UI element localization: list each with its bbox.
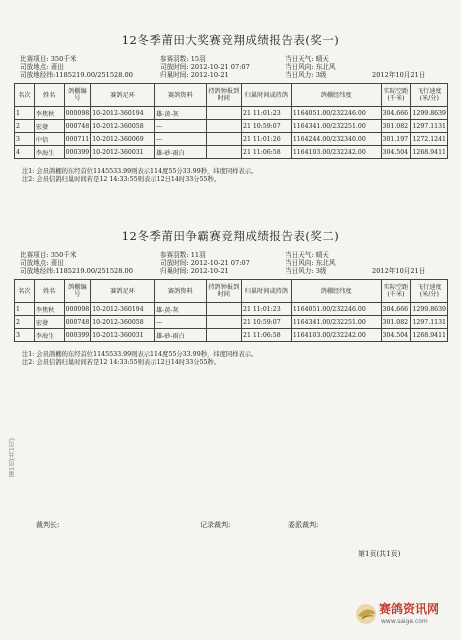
report2-date: 2012年10月21日 — [372, 267, 426, 275]
release-time: 司放时间: 2012-10-21 07:07 — [160, 63, 250, 71]
header-coords: 鸽棚经纬度 — [291, 84, 381, 107]
cell-loft: 000748 — [64, 316, 91, 329]
note-2: 注2: 会员信鸽归巢时间若是12 14:33:55则表示12日14时33分55秒。 — [22, 359, 221, 366]
entry-count: 参赛羽数: 15羽 — [160, 55, 206, 63]
cell-loft: 000399 — [64, 329, 91, 342]
cell-arrival: 21 11:01:23 — [242, 303, 292, 316]
wind-force: 当日风力: 3级 — [285, 71, 327, 79]
race-distance: 比赛项目: 350千米 — [20, 55, 77, 63]
cell-ring: 10-2012-360031 — [91, 146, 155, 159]
cell-arrival: 21 11:01:26 — [242, 133, 292, 146]
header-rank: 名次 — [15, 280, 35, 303]
note-1: 注1: 会员鸽棚的东经首位1145533.99则表示114度55分33.99秒，纬度同样表示。 — [22, 168, 258, 175]
cell-distance: 301.082 — [381, 316, 411, 329]
header-distance: 实际空距(千米) — [381, 84, 411, 107]
cell-clock — [206, 133, 241, 146]
report1-date: 2012年10月21日 — [372, 71, 426, 79]
cell-name: 李焦秋 — [34, 303, 64, 316]
release-place: 司放地点: 莆田 — [20, 259, 64, 267]
report1-title: 12冬季莆田大奖赛竞翔成绩报告表(奖一) — [121, 33, 340, 47]
note-2: 注2: 会员信鸽归巢时间若是12 14:33:55则表示12日14时33分55秒。 — [22, 176, 221, 183]
cell-coords: 1164103.00/232242.00 — [291, 146, 381, 159]
cell-distance: 304.504 — [381, 329, 411, 342]
report1-table — [14, 83, 448, 159]
cell-name: 中信 — [34, 133, 64, 146]
recorder-signature: 记录裁判: — [200, 521, 231, 529]
header-name: 姓名 — [34, 280, 64, 303]
cell-coords: 1164341.00/232251.00 — [291, 316, 381, 329]
header-name: 姓名 — [34, 84, 64, 107]
report1-notes — [22, 168, 257, 184]
release-coords: 司放地经纬:1185219.00/251528.00 — [20, 71, 133, 79]
race-distance: 比赛项目: 350千米 — [20, 251, 77, 259]
cell-speed: 1272.1241 — [411, 133, 448, 146]
table-header-row — [15, 84, 448, 107]
table-row — [15, 107, 448, 120]
weather: 当日天气: 晴天 — [285, 251, 329, 259]
table-header-row — [15, 280, 448, 303]
table-row — [15, 303, 448, 316]
cell-clock — [206, 316, 241, 329]
cell-ring: 10-2012-360194 — [91, 107, 155, 120]
table-row — [15, 329, 448, 342]
cell-rank: 4 — [15, 146, 35, 159]
watermark-url: www.saige.com — [381, 618, 428, 625]
cell-arrival: 21 10:59:07 — [242, 316, 292, 329]
cell-loft: 000399 — [64, 146, 91, 159]
page-number: 第1页(共1页) — [358, 550, 401, 558]
cell-clock — [206, 120, 241, 133]
cell-name: 李海生 — [34, 146, 64, 159]
cell-speed: 1268.9411 — [411, 329, 448, 342]
table-row — [15, 133, 448, 146]
cell-info: --- — [155, 133, 207, 146]
watermark-text: 赛鸽资讯网 — [379, 602, 440, 616]
cell-clock — [206, 329, 241, 342]
report2-right-meta — [285, 251, 335, 275]
cell-info: --- — [155, 316, 207, 329]
report2-notes — [22, 351, 257, 367]
cell-rank: 2 — [15, 316, 35, 329]
cell-speed: 1268.9411 — [411, 146, 448, 159]
note-1: 注1: 会员鸽棚的东经首位1145533.99则表示114度55分33.99秒，纬度同样表示。 — [22, 351, 258, 358]
cell-arrival: 21 11:06:58 — [242, 146, 292, 159]
referee-signature: 裁判长: — [36, 521, 60, 529]
cell-loft: 000098 — [64, 303, 91, 316]
wind-direction: 当日风向: 东北风 — [285, 259, 336, 267]
cell-speed: 1297.1131 — [411, 316, 448, 329]
return-date: 归巢时间: 2012-10-21 — [160, 267, 229, 275]
cell-distance: 304.666 — [381, 303, 411, 316]
cell-coords: 1164051.00/232246.00 — [291, 107, 381, 120]
side-page-label: 第1页(共1页) — [8, 438, 16, 478]
cell-distance: 304.666 — [381, 107, 411, 120]
header-bird-info: 赛鸽资料 — [155, 84, 207, 107]
entry-count: 参赛羽数: 11羽 — [160, 251, 206, 259]
header-speed: 飞行速度(米/分) — [411, 280, 448, 303]
cell-name: 李焦秋 — [34, 107, 64, 120]
cell-loft: 000748 — [64, 120, 91, 133]
cell-ring: 10-2012-360031 — [91, 329, 155, 342]
report2-left-meta — [20, 251, 133, 275]
report1-left-meta — [20, 55, 133, 79]
cell-loft: 000098 — [64, 107, 91, 120]
table-row — [15, 146, 448, 159]
cell-name: 宏發 — [34, 316, 64, 329]
cell-clock — [206, 303, 241, 316]
cell-speed: 1299.8639 — [411, 107, 448, 120]
cell-ring: 10-2012-360058 — [91, 120, 155, 133]
release-time: 司放时间: 2012-10-21 07:07 — [160, 259, 250, 267]
cell-clock — [206, 107, 241, 120]
report2-mid-meta — [160, 251, 250, 275]
cell-info: 雄-砂-雨白 — [155, 329, 207, 342]
report1-right-meta — [285, 55, 335, 79]
cell-speed: 1299.8639 — [411, 303, 448, 316]
header-rank: 名次 — [15, 84, 35, 107]
cell-speed: 1297.1131 — [411, 120, 448, 133]
site-watermark — [353, 598, 453, 634]
weather: 当日天气: 晴天 — [285, 55, 329, 63]
cell-distance: 304.504 — [381, 146, 411, 159]
cell-ring: 10-2012-360069 — [91, 133, 155, 146]
cell-loft: 000711 — [64, 133, 91, 146]
header-coords: 鸽棚经纬度 — [291, 280, 381, 303]
cell-name: 李海生 — [34, 329, 64, 342]
header-bird-info: 赛鸽资料 — [155, 280, 207, 303]
cell-rank: 3 — [15, 133, 35, 146]
wind-force: 当日风力: 3级 — [285, 267, 327, 275]
header-loft-no: 鸽棚编号 — [64, 84, 91, 107]
cell-rank: 1 — [15, 107, 35, 120]
pigeon-logo-icon — [353, 600, 379, 626]
delegate-signature: 委派裁判: — [288, 521, 319, 529]
wind-direction: 当日风向: 东北风 — [285, 63, 336, 71]
cell-info: --- — [155, 120, 207, 133]
header-loft-no: 鸽棚编号 — [64, 280, 91, 303]
header-arrival: 归巢时间或持鸽 — [242, 280, 292, 303]
cell-ring: 10-2012-360194 — [91, 303, 155, 316]
header-speed: 飞行速度(米/分) — [411, 84, 448, 107]
header-ring: 赛鸽足环 — [91, 280, 155, 303]
report1-mid-meta — [160, 55, 250, 79]
release-place: 司放地点: 莆田 — [20, 63, 64, 71]
cell-arrival: 21 11:06:58 — [242, 329, 292, 342]
cell-distance: 301.197 — [381, 133, 411, 146]
header-ring: 赛鸽足环 — [91, 84, 155, 107]
cell-clock — [206, 146, 241, 159]
cell-arrival: 21 11:01:23 — [242, 107, 292, 120]
report2-table — [14, 279, 448, 342]
header-arrival: 归巢时间或持鸽 — [242, 84, 292, 107]
cell-info: 雄-砂-雨白 — [155, 146, 207, 159]
cell-name: 宏發 — [34, 120, 64, 133]
header-distance: 实际空距(千米) — [381, 280, 411, 303]
cell-info: 雄-黄-灰 — [155, 303, 207, 316]
report2-title: 12冬季莆田争霸赛竞翔成绩报告表(奖二) — [121, 229, 340, 243]
cell-coords: 1164051.00/232246.00 — [291, 303, 381, 316]
table-row — [15, 120, 448, 133]
release-coords: 司放地经纬:1185219.00/251528.00 — [20, 267, 133, 275]
cell-rank: 1 — [15, 303, 35, 316]
cell-distance: 301.082 — [381, 120, 411, 133]
table-row — [15, 316, 448, 329]
cell-ring: 10-2012-360058 — [91, 316, 155, 329]
cell-info: 雄-黄-灰 — [155, 107, 207, 120]
cell-coords: 1164103.00/232242.00 — [291, 329, 381, 342]
header-clock-time: 持鸽钟报到时间 — [206, 84, 241, 107]
cell-rank: 2 — [15, 120, 35, 133]
cell-coords: 1164244.00/232340.00 — [291, 133, 381, 146]
cell-arrival: 21 10:59:07 — [242, 120, 292, 133]
return-date: 归巢时间: 2012-10-21 — [160, 71, 229, 79]
header-clock-time: 持鸽钟报到时间 — [206, 280, 241, 303]
cell-rank: 3 — [15, 329, 35, 342]
cell-coords: 1164341.00/232251.00 — [291, 120, 381, 133]
